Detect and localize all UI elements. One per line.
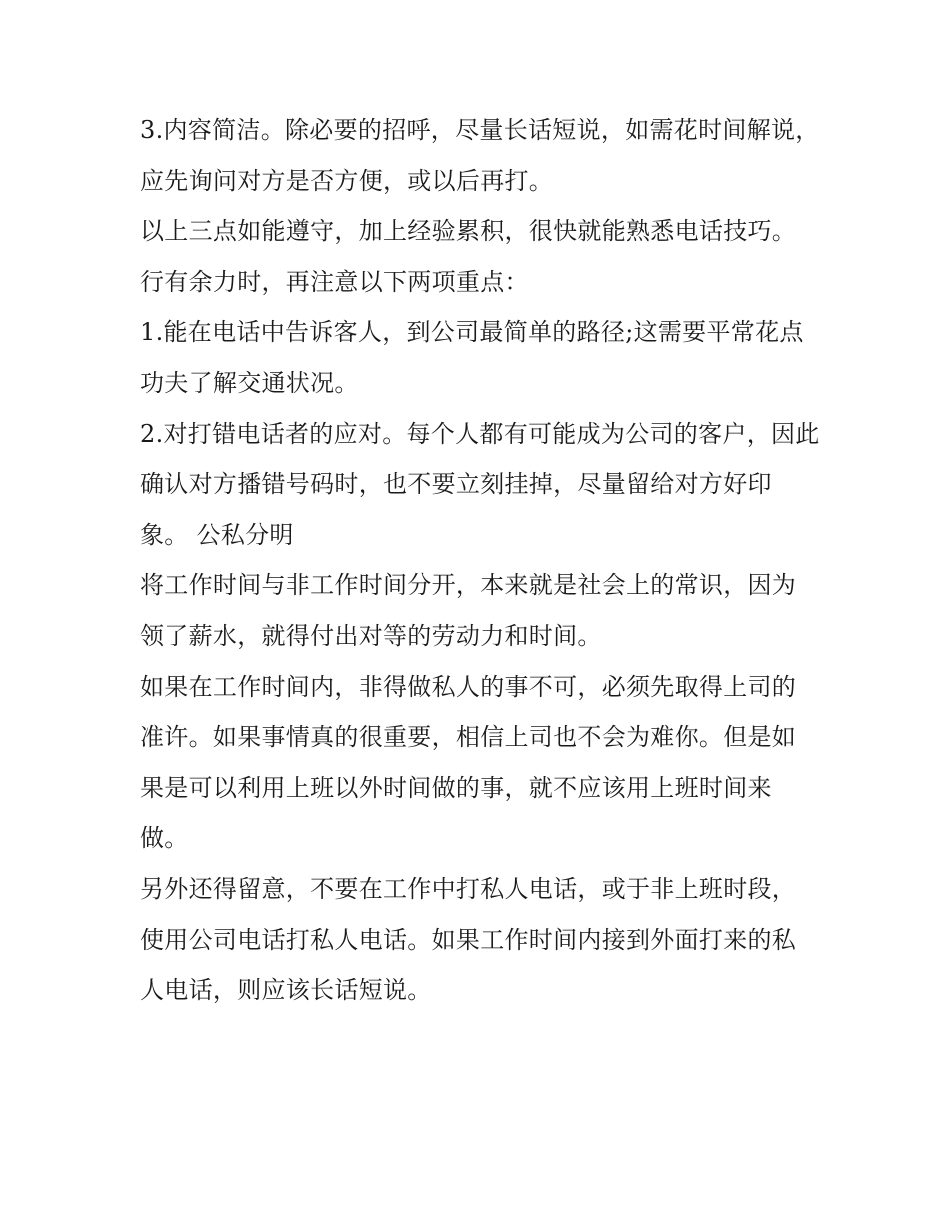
paragraph-point-1-directions: 1.能在电话中告诉客人，到公司最简单的路径;这需要平常花点功夫了解交通状况。: [140, 318, 804, 397]
paragraph-private-matters: 如果在工作时间内，非得做私人的事不可，必须先取得上司的准许。如果事情真的很重要，相信上司也不会为难你。但是如果是可以利用上班以外时间做的事，就不应该用上班时间来做。: [140, 672, 797, 853]
paragraph-three-points-summary: 以上三点如能遵守，加上经验累积，很快就能熟悉电话技巧。: [140, 217, 797, 246]
paragraph-work-time-separation: 将工作时间与非工作时间分开，本来就是社会上的常识，因为领了薪水，就得付出对等的劳动力和时间。: [140, 571, 797, 650]
document-body: [140, 105, 820, 1016]
paragraph-point-2-wrong-number: 2.对打错电话者的应对。每个人都有可能成为公司的客户，因此确认对方播错号码时，也不要立刻挂掉，尽量留给对方好印象。 公私分明: [140, 419, 820, 549]
paragraph-two-more-points-intro: 行有余力时，再注意以下两项重点：: [140, 267, 529, 296]
paragraph-private-calls: 另外还得留意，不要在工作中打私人电话，或于非上班时段，使用公司电话打私人电话。如果工作时间内接到外面打来的私人电话，则应该长话短说。: [140, 874, 797, 1005]
paragraph-item-3-concise: 3.内容简洁。除必要的招呼，尽量长话短说，如需花时间解说，应先询问对方是否方便，或以后再打。: [140, 116, 820, 195]
